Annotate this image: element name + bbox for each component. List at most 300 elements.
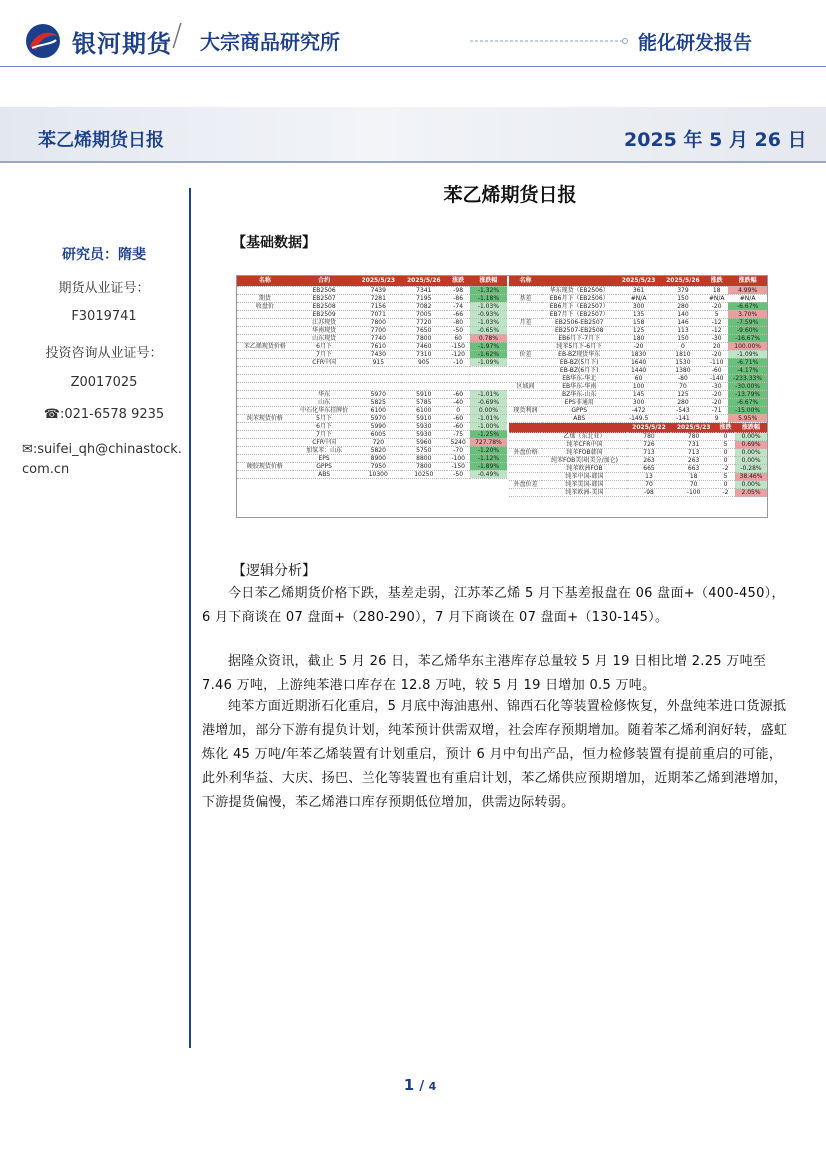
table-row xyxy=(237,342,507,350)
right-cell: 361 xyxy=(616,286,660,294)
right2-cell: 乙烯（东北亚） xyxy=(542,433,626,441)
right-cell xyxy=(509,366,542,374)
table-row xyxy=(237,334,507,342)
left-cell: -1.12% xyxy=(470,454,507,462)
left-cell: -1.18% xyxy=(470,294,507,302)
left-cell xyxy=(237,374,293,382)
right2-cell: 70 xyxy=(627,481,672,489)
right2-cell xyxy=(509,433,542,441)
right2-cell xyxy=(509,489,542,497)
right-cell: -20 xyxy=(705,390,728,398)
right2-cell: 外盘价差 xyxy=(509,481,542,489)
page-title: 苯乙烯期货日报 xyxy=(443,184,577,206)
left-cell: -60 xyxy=(447,414,470,422)
left-cell: -86 xyxy=(447,294,470,302)
left-cell: -1.03% xyxy=(470,318,507,326)
left-cell: -50 xyxy=(447,470,470,478)
left-cell xyxy=(356,366,401,374)
table-row xyxy=(509,350,767,358)
right-cell: 145 xyxy=(616,390,660,398)
right-cell: EB-BZ(5月下) xyxy=(542,358,616,366)
left-cell xyxy=(237,470,293,478)
right2-header-0 xyxy=(509,423,542,433)
right-cell: -12 xyxy=(705,318,728,326)
spread-table xyxy=(509,276,767,423)
right-cell: -110 xyxy=(705,358,728,366)
table-row xyxy=(509,465,767,473)
right2-cell: 5 xyxy=(716,441,735,449)
futures-license-label: 期货从业证号： xyxy=(58,281,150,296)
right-cell: 125 xyxy=(616,326,660,334)
right-cell: -7.59% xyxy=(728,318,767,326)
right2-cell: 780 xyxy=(671,433,716,441)
right-cell: 150 xyxy=(661,334,705,342)
table-row xyxy=(237,470,507,478)
left-cell: 7800 xyxy=(401,462,446,470)
right-cell: 5 xyxy=(705,310,728,318)
right-cell: -149.5 xyxy=(616,414,660,422)
right2-cell xyxy=(509,457,542,465)
right-cell: -80 xyxy=(661,374,705,382)
left-cell: 720 xyxy=(356,438,401,446)
left-cell: 山东 xyxy=(293,398,356,406)
right-cell: EB-BZ现货华东 xyxy=(542,350,616,358)
right2-header-3: 2025/5/23 xyxy=(671,423,716,433)
right2-cell: 731 xyxy=(671,441,716,449)
left-cell: 5910 xyxy=(401,414,446,422)
right-cell: 146 xyxy=(661,318,705,326)
right-cell: 140 xyxy=(661,310,705,318)
right-header-0: 名称 xyxy=(509,276,542,286)
right-cell: -30.00% xyxy=(728,382,767,390)
left-cell: 7341 xyxy=(401,286,446,294)
right-cell: 100.00% xyxy=(728,342,767,350)
right2-cell: 713 xyxy=(671,449,716,457)
left-cell xyxy=(237,310,293,318)
table-row xyxy=(509,302,767,310)
right-cell: -140 xyxy=(705,374,728,382)
left-cell: -1.01% xyxy=(470,414,507,422)
table-row xyxy=(509,406,767,414)
left-cell: 5785 xyxy=(401,398,446,406)
left-cell: 7082 xyxy=(401,302,446,310)
left-cell: 5910 xyxy=(401,390,446,398)
left-cell xyxy=(470,382,507,390)
table-row xyxy=(509,390,767,398)
right2-cell: 0 xyxy=(716,449,735,457)
right-cell: 18 xyxy=(705,286,728,294)
table-row xyxy=(237,398,507,406)
right2-cell: -98 xyxy=(627,489,672,497)
right-cell: 3.70% xyxy=(728,310,767,318)
left-cell: -120 xyxy=(447,350,470,358)
right2-cell: -2 xyxy=(716,465,735,473)
right-cell: -12 xyxy=(705,326,728,334)
consult-license: Z0017025 xyxy=(70,375,138,390)
left-cell: EB2508 xyxy=(293,302,356,310)
consult-license-label: 投资咨询从业证号： xyxy=(45,346,163,361)
left-cell xyxy=(470,374,507,382)
right2-cell: 0.00% xyxy=(735,457,767,465)
left-cell: -75 xyxy=(447,430,470,438)
right2-cell: 0.69% xyxy=(735,441,767,449)
left-cell xyxy=(237,438,293,446)
right-cell xyxy=(509,414,542,422)
right-cell: 基差 xyxy=(509,294,542,302)
left-cell: 6月下 xyxy=(293,342,356,350)
left-cell: 7610 xyxy=(356,342,401,350)
left-cell: 0.00% xyxy=(470,406,507,414)
left-cell: 7950 xyxy=(356,462,401,470)
company-logo-icon xyxy=(22,22,64,60)
right-cell xyxy=(509,342,542,350)
table-row xyxy=(237,286,507,294)
left-cell: 硬胶现货价格 xyxy=(237,462,293,470)
table-row xyxy=(237,446,507,454)
researcher-name: 研究员：隋斐 xyxy=(62,247,146,263)
right2-cell: 0.00% xyxy=(735,433,767,441)
right-cell: EB华东-华北 xyxy=(542,374,616,382)
left-cell xyxy=(237,366,293,374)
right2-cell: 18 xyxy=(671,473,716,481)
table-row xyxy=(237,358,507,366)
left-cell: 5970 xyxy=(356,390,401,398)
left-cell: -60 xyxy=(447,422,470,430)
right-cell: 300 xyxy=(616,302,660,310)
left-cell: -150 xyxy=(447,462,470,470)
left-cell: GPPS xyxy=(293,462,356,470)
right-cell: #N/A xyxy=(616,294,660,302)
right-cell: EB6月下（EB2506） xyxy=(542,294,616,302)
left-cell xyxy=(447,374,470,382)
right-header-2: 2025/5/23 xyxy=(616,276,660,286)
right-cell: -9.60% xyxy=(728,326,767,334)
right-cell xyxy=(509,398,542,406)
left-cell: 5960 xyxy=(401,438,446,446)
right2-cell: 5 xyxy=(716,473,735,481)
right2-cell: 665 xyxy=(627,465,672,473)
header-decoration-icon xyxy=(470,38,630,44)
right-cell: 150 xyxy=(661,294,705,302)
right-cell: 113 xyxy=(661,326,705,334)
right-header-3: 2025/5/26 xyxy=(661,276,705,286)
right-cell xyxy=(509,390,542,398)
right-cell: 135 xyxy=(616,310,660,318)
left-cell: -70 xyxy=(447,446,470,454)
left-cell: 7740 xyxy=(356,334,401,342)
right-cell: 1640 xyxy=(616,358,660,366)
right-header-1 xyxy=(542,276,616,286)
page-total: 4 xyxy=(428,1080,437,1093)
right-cell: 现货利润 xyxy=(509,406,542,414)
right2-cell: 外盘价格 xyxy=(509,449,542,457)
right-cell: 60 xyxy=(616,374,660,382)
right-cell xyxy=(509,374,542,382)
left-cell: 7650 xyxy=(401,326,446,334)
left-cell: 5750 xyxy=(401,446,446,454)
table-row xyxy=(237,350,507,358)
table-row xyxy=(509,334,767,342)
left-cell: -0.93% xyxy=(470,310,507,318)
right-cell: -20 xyxy=(705,350,728,358)
left-cell xyxy=(237,430,293,438)
right-cell: 379 xyxy=(661,286,705,294)
left-cell: -0.65% xyxy=(470,326,507,334)
left-cell: 收盘价 xyxy=(237,302,293,310)
left-cell: -1.01% xyxy=(470,390,507,398)
right-cell: EB7月下（EB2507） xyxy=(542,310,616,318)
left-cell xyxy=(237,286,293,294)
left-cell: 7800 xyxy=(401,334,446,342)
table-row xyxy=(509,433,767,441)
right-header-4: 涨跌 xyxy=(705,276,728,286)
left-cell xyxy=(237,422,293,430)
right-cell: 价差 xyxy=(509,350,542,358)
left-cell: -1.97% xyxy=(470,342,507,350)
left-cell: CFR中国 xyxy=(293,358,356,366)
table-row xyxy=(509,414,767,422)
left-cell xyxy=(401,374,446,382)
right-cell: #N/A xyxy=(705,294,728,302)
table-row xyxy=(509,358,767,366)
table-row xyxy=(237,318,507,326)
left-cell xyxy=(356,374,401,382)
page-number: 1 / 4 xyxy=(403,1076,437,1094)
left-cell: EB2509 xyxy=(293,310,356,318)
left-cell: 5825 xyxy=(356,398,401,406)
left-header-0: 名称 xyxy=(237,276,293,286)
right-cell xyxy=(509,334,542,342)
table-row xyxy=(509,473,767,481)
left-cell xyxy=(237,446,293,454)
right2-cell: 38.46% xyxy=(735,473,767,481)
table-row xyxy=(509,342,767,350)
table-row xyxy=(509,310,767,318)
right-cell: EB华东-华南 xyxy=(542,382,616,390)
left-cell: -50 xyxy=(447,326,470,334)
table-row xyxy=(237,414,507,422)
left-cell xyxy=(237,398,293,406)
right-cell: 纯苯5月下-6月下 xyxy=(542,342,616,350)
right2-cell: 0 xyxy=(716,457,735,465)
table-row xyxy=(237,326,507,334)
right-cell xyxy=(509,326,542,334)
table-row xyxy=(509,374,767,382)
left-cell: 7430 xyxy=(356,350,401,358)
left-cell xyxy=(447,382,470,390)
left-cell: -1.09% xyxy=(470,358,507,366)
left-cell: 7310 xyxy=(401,350,446,358)
phone-number: ☎:021-6578 9235 xyxy=(43,407,165,422)
left-cell: 6100 xyxy=(401,406,446,414)
left-cell xyxy=(237,390,293,398)
left-cell: 7月下 xyxy=(293,430,356,438)
right-cell: EB2507-EB2508 xyxy=(542,326,616,334)
overseas-price-table xyxy=(509,423,767,498)
table-row xyxy=(509,326,767,334)
right-cell: -4.17% xyxy=(728,366,767,374)
table-row xyxy=(237,382,507,390)
right-cell: 280 xyxy=(661,302,705,310)
left-cell: 7156 xyxy=(356,302,401,310)
table-row xyxy=(509,441,767,449)
page-current: 1 xyxy=(403,1076,415,1094)
right-cell: -30 xyxy=(705,382,728,390)
right2-cell: -2 xyxy=(716,489,735,497)
right-cell: EB-BZ(6月下) xyxy=(542,366,616,374)
left-cell: -60 xyxy=(447,390,470,398)
department-name: 能化研发报告 xyxy=(638,32,753,54)
basic-data-table xyxy=(236,275,768,518)
right-cell: 180 xyxy=(616,334,660,342)
table-row xyxy=(237,390,507,398)
left-cell xyxy=(401,366,446,374)
right2-cell: 70 xyxy=(671,481,716,489)
left-cell: 8900 xyxy=(356,454,401,462)
left-cell xyxy=(470,366,507,374)
sidebar-divider xyxy=(189,188,191,1048)
left-cell: 60 xyxy=(447,334,470,342)
table-row xyxy=(237,294,507,302)
table-row xyxy=(509,481,767,489)
left-cell: -66 xyxy=(447,310,470,318)
basic-data-heading: 【基础数据】 xyxy=(232,235,316,251)
header-divider xyxy=(0,66,826,67)
left-cell xyxy=(401,382,446,390)
left-cell: -1.89% xyxy=(470,462,507,470)
left-cell: 华东 xyxy=(293,390,356,398)
left-cell: 纯苯现货价格 xyxy=(237,414,293,422)
left-cell: 6月下 xyxy=(293,422,356,430)
right2-cell: 0 xyxy=(716,481,735,489)
left-cell: -40 xyxy=(447,398,470,406)
table-row xyxy=(509,286,767,294)
right-cell: -16.67% xyxy=(728,334,767,342)
right-cell: #N/A xyxy=(728,294,767,302)
right-cell xyxy=(509,310,542,318)
left-cell: EB2506 xyxy=(293,286,356,294)
right-cell: 70 xyxy=(661,382,705,390)
left-cell xyxy=(237,454,293,462)
table-row xyxy=(237,422,507,430)
left-cell: 5820 xyxy=(356,446,401,454)
table-row xyxy=(509,449,767,457)
right-cell: 4.99% xyxy=(728,286,767,294)
left-cell xyxy=(237,382,293,390)
right2-cell: 663 xyxy=(671,465,716,473)
email-address: ✉:suifei_qh@chinastock.com.cn xyxy=(22,442,182,477)
left-cell: 华南现货 xyxy=(293,326,356,334)
table-row xyxy=(237,406,507,414)
left-cell xyxy=(293,374,356,382)
sub-brand-name: 大宗商品研究所 xyxy=(200,30,340,54)
left-cell xyxy=(237,318,293,326)
right-cell: EB6月下（EB2507） xyxy=(542,302,616,310)
left-cell: 期货 xyxy=(237,294,293,302)
right2-header-4: 涨跌 xyxy=(716,423,735,433)
left-cell: 5月下 xyxy=(293,414,356,422)
right2-header-1 xyxy=(542,423,626,433)
right-cell: 月差 xyxy=(509,318,542,326)
left-header-5: 涨跌幅 xyxy=(470,276,507,286)
right2-cell: 726 xyxy=(627,441,672,449)
right2-cell: 263 xyxy=(627,457,672,465)
table-row xyxy=(237,430,507,438)
right2-cell: 纯苯欧洲FOB xyxy=(542,465,626,473)
left-cell: 7460 xyxy=(401,342,446,350)
left-cell: 5990 xyxy=(356,422,401,430)
table-row xyxy=(509,318,767,326)
right-cell: -141 xyxy=(661,414,705,422)
right-cell: 5.95% xyxy=(728,414,767,422)
right-cell: -13.79% xyxy=(728,390,767,398)
right-cell: BZ华东-山东 xyxy=(542,390,616,398)
left-cell: 6005 xyxy=(356,430,401,438)
left-cell: 苯乙烯现货价格 xyxy=(237,342,293,350)
right-cell: 1830 xyxy=(616,350,660,358)
table-row xyxy=(237,374,507,382)
right-cell: -6.71% xyxy=(728,358,767,366)
table-row xyxy=(509,457,767,465)
right2-cell: 纯苯中国-韩国 xyxy=(542,473,626,481)
right-cell: 280 xyxy=(661,398,705,406)
right-cell: 20 xyxy=(705,342,728,350)
left-cell: 7800 xyxy=(356,318,401,326)
report-date: 2025 年 5 月 26 日 xyxy=(624,129,807,151)
brand-name: 银河期货 xyxy=(72,30,172,58)
right2-cell xyxy=(509,441,542,449)
analysis-paragraph-2: 据隆众资讯，截止 5 月 26 日，苯乙烯华东主港库存总量较 5 月 19 日相比增 2.25 万吨至 7.46 万吨，上游纯苯港口库存在 12.8 万吨，较 5 月 19 日增加 0.5 万吨。 xyxy=(202,654,767,693)
table-row xyxy=(509,366,767,374)
left-cell: 5930 xyxy=(401,422,446,430)
brand-separator: / xyxy=(172,18,183,53)
right-cell: -6.67% xyxy=(728,398,767,406)
analysis-paragraph-1: 今日苯乙烯期货价格下跌，基差走弱，江苏苯乙烯 5 月下基差报盘在 06 盘面+（400-450），6 月下商谈在 07 盘面+（280-290），7 月下商谈在 07 盘面+（130-145）。 xyxy=(202,586,785,625)
left-cell: 6100 xyxy=(356,406,401,414)
right2-cell xyxy=(509,465,542,473)
left-cell xyxy=(293,366,356,374)
right2-cell: 2.05% xyxy=(735,489,767,497)
left-cell: CFR中国 xyxy=(293,438,356,446)
left-cell xyxy=(237,334,293,342)
right-cell: -472 xyxy=(616,406,660,414)
left-cell: 5970 xyxy=(356,414,401,422)
left-cell: 7005 xyxy=(401,310,446,318)
left-cell xyxy=(237,406,293,414)
left-cell xyxy=(237,358,293,366)
left-cell: -1.20% xyxy=(470,446,507,454)
left-cell: 7720 xyxy=(401,318,446,326)
right-cell: GPPS xyxy=(542,406,616,414)
left-cell: -1.03% xyxy=(470,302,507,310)
right-cell: -20 xyxy=(705,302,728,310)
table-row xyxy=(237,462,507,470)
left-cell: 10250 xyxy=(401,470,446,478)
left-cell: 山东现货 xyxy=(293,334,356,342)
left-cell xyxy=(293,382,356,390)
left-cell: -100 xyxy=(447,454,470,462)
left-cell xyxy=(237,350,293,358)
left-cell: -150 xyxy=(447,342,470,350)
left-cell: EB2507 xyxy=(293,294,356,302)
futures-license: F3019741 xyxy=(71,309,137,324)
right-cell: EB2506-EB2507 xyxy=(542,318,616,326)
right2-cell: 纯苯FOB美国(美分/加仑) xyxy=(542,457,626,465)
right-cell: -15.00% xyxy=(728,406,767,414)
right-header-5: 涨跌幅 xyxy=(728,276,767,286)
right-cell: 华东现货（EB2506） xyxy=(542,286,616,294)
right-cell: 158 xyxy=(616,318,660,326)
